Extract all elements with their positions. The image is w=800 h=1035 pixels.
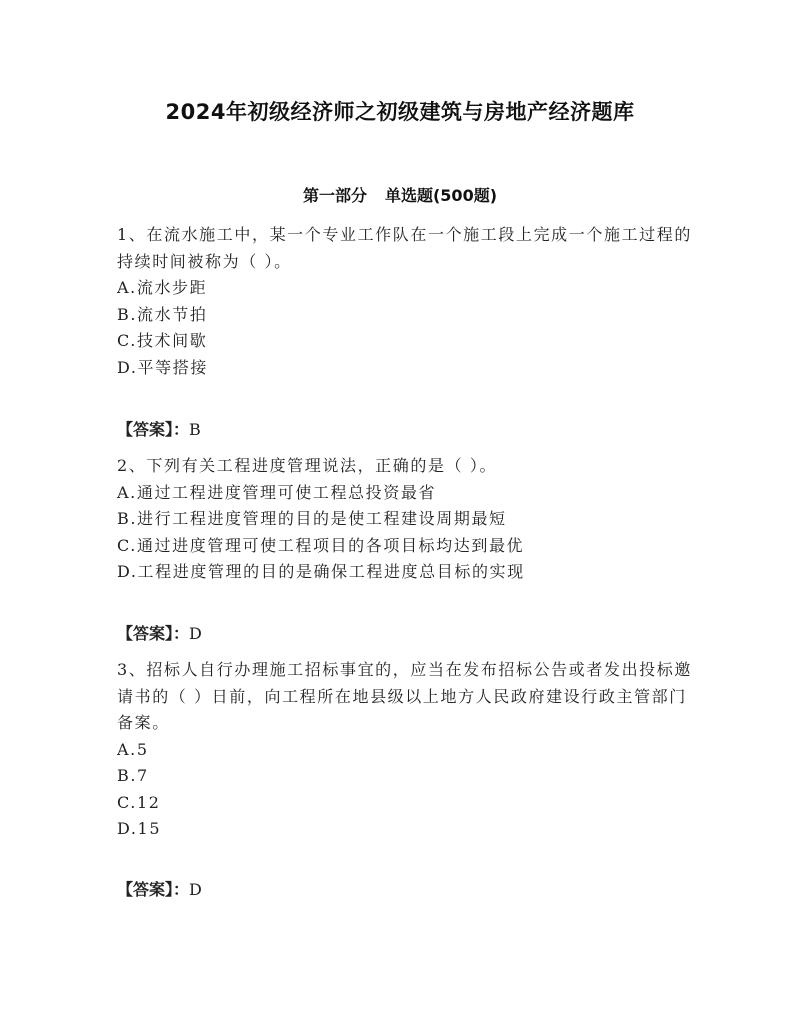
- option-d: D.15: [117, 819, 162, 838]
- option-c: C.技术间歇: [117, 331, 208, 350]
- answer-label: 【答案】：: [117, 880, 190, 899]
- answer-value: B: [189, 420, 203, 439]
- answer-label: 【答案】：: [117, 624, 190, 643]
- option-c: C.通过进度管理可使工程项目的各项目标均达到最优: [117, 535, 525, 555]
- answer-value: D: [189, 880, 204, 899]
- answer-label: 【答案】：: [117, 420, 190, 439]
- option-b: B.进行工程进度管理的目的是使工程建设周期最短: [117, 509, 507, 528]
- section-heading: [0, 183, 800, 206]
- question-1: [117, 222, 692, 381]
- question-stem: 3、招标人自行办理施工招标事宜的，应当在发布招标公告或者发出投标邀请书的（ ）日前，向工程所在地县级以上地方人民政府建设行政主管部门备案。: [117, 660, 692, 732]
- question-3: [117, 657, 692, 843]
- question-stem: 1、在流水施工中，某一个专业工作队在一个施工段上完成一个施工过程的持续时间被称为（ ）。: [117, 225, 692, 271]
- option-c: C.12: [117, 792, 161, 812]
- option-a: A.通过工程进度管理可使工程总投资最省: [117, 482, 437, 502]
- option-b: B.7: [117, 766, 149, 785]
- option-b: B.流水节拍: [117, 304, 208, 324]
- question-stem: 2、下列有关工程进度管理说法，正确的是（ ）。: [117, 456, 498, 475]
- answer-value: D: [189, 624, 204, 643]
- option-d: D.平等搭接: [117, 357, 208, 377]
- option-a: A.流水步距: [117, 278, 208, 297]
- question-2: [117, 453, 692, 586]
- answer-2: [117, 621, 203, 644]
- document-title: 2024年初级经济师之初级建筑与房地产经济题库: [165, 100, 635, 124]
- answer-1: [117, 417, 202, 440]
- answer-3: [117, 877, 203, 900]
- option-d: D.工程进度管理的目的是确保工程进度总目标的实现: [117, 562, 525, 581]
- section-name: 单选题(500题): [384, 186, 498, 205]
- option-a: A.5: [117, 739, 149, 759]
- section-part: 第一部分: [302, 186, 367, 205]
